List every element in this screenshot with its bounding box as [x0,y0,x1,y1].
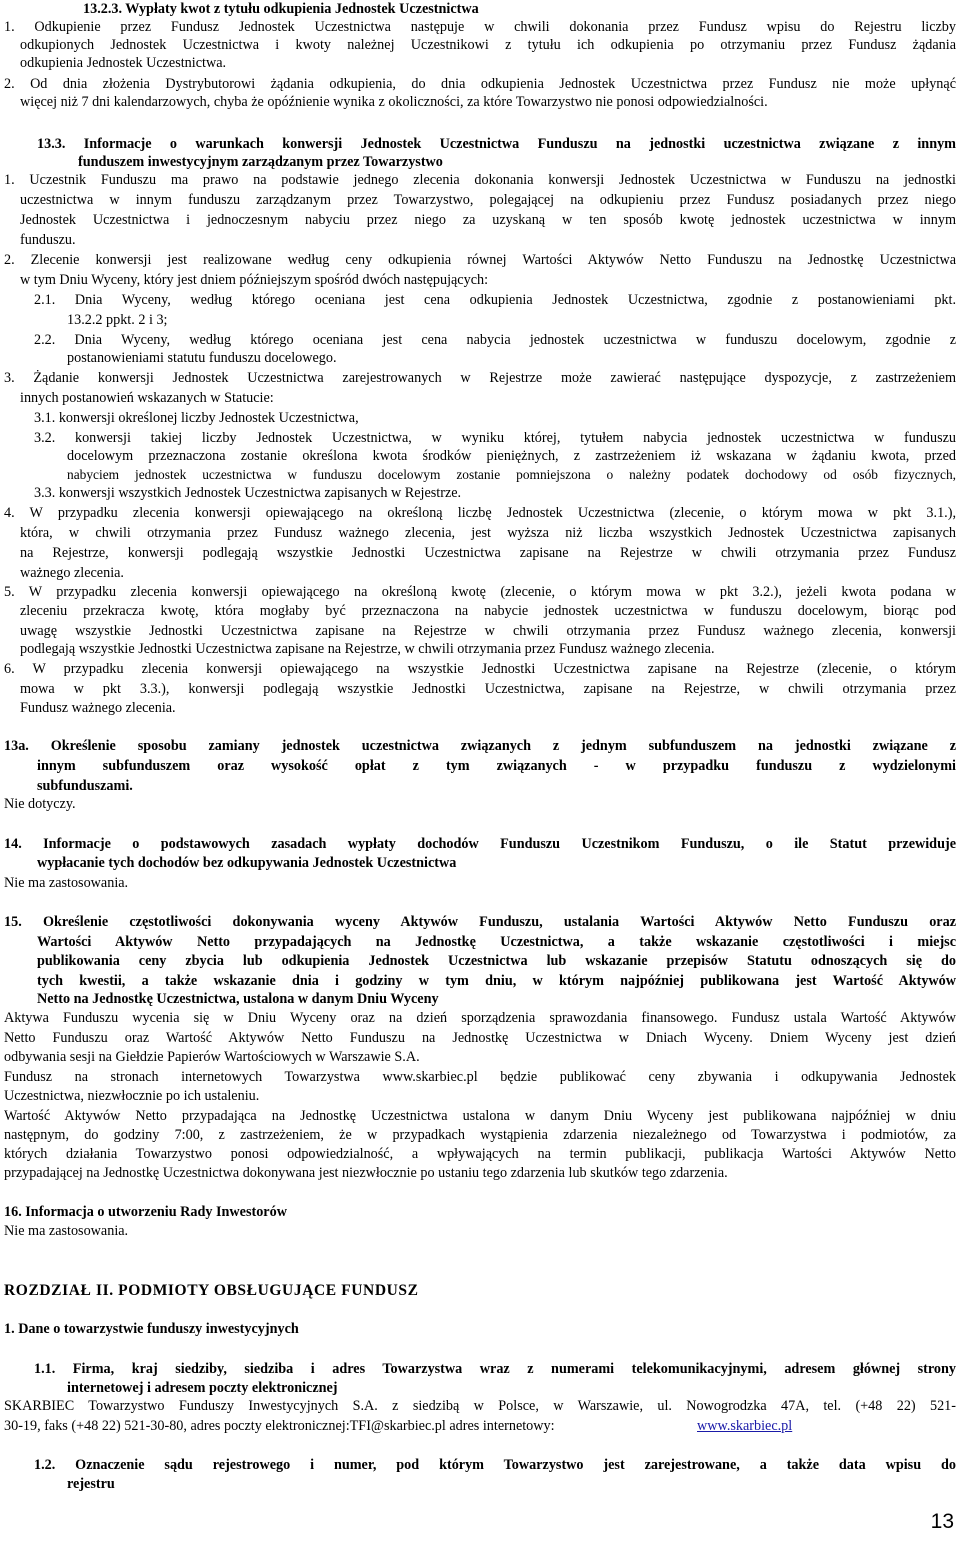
text-line: podlegają wszystkie Jednostki Uczestnictwa zapisane na Rejestrze, w chwili otrzymania przez Fundusz ważnego zlecenia. [20,641,715,657]
text-line: innych postanowień wskazanych w Statucie: [20,390,274,406]
text-line: 1.2. Oznaczenie sądu rejestrowego i numer, pod którym Towarzystwo jest zarejestrowane, a także data wpisu do [34,1457,956,1473]
text-line: 16. Informacja o utworzeniu Rady Inwestorów [4,1204,287,1220]
text-line: funduszu. [20,232,76,248]
text-line: subfunduszami. [37,778,133,794]
text-line: SKARBIEC Towarzystwo Funduszy Inwestycyjnych S.A. z siedzibą w Polsce, w Warszawie, ul. Nowogrodzka 47A, tel. (+48 22) 521- [4,1398,956,1414]
text-line: 3.3. konwersji wszystkich Jednostek Uczestnictwa zapisanych w Rejestrze. [34,485,462,501]
text-line: następnym, do godziny 7:00, z zastrzeżeniem, że w przypadkach wystąpienia zdarzenia niezależnego od Towarzystwa i podmiotów, za [4,1127,956,1143]
text-line: odkupionych Jednostek Uczestnictwa i kwoty należnej Uczestnikowi z tytułu ich odkupienia po otrzymaniu przez Fundusz żądania [20,37,956,53]
text-line: 13.2.2 ppkt. 2 i 3; [67,312,168,328]
text-line: Wartość Aktywów Netto przypadająca na Jednostkę Uczestnictwa ustalona w danym Dniu Wyceny jest publikowana najpóźniej w dniu [4,1108,956,1124]
text-line: docelowym przeznaczona zostanie określona kwota środków pieniężnych, z zastrzeżeniem iż wskazana w żądaniu kwota, przed [67,448,956,464]
text-line: Fundusz na stronach internetowych Towarzystwa www.skarbiec.pl będzie publikować ceny zbywania i odkupywania Jednostek [4,1069,956,1085]
text-line: uczestnictwa w innym funduszu zarządzanym przez Towarzystwo, polegającej na odkupieniu przez Fundusz posiadanych przez niego [20,192,956,208]
text-line: mowa w pkt 3.3.), konwersji podlegają wszystkie Jednostki Uczestnictwa, zapisane na Rejestrze, w chwili otrzymania przez [20,681,956,697]
text-line: 2.1. Dnia Wyceny, według którego oceniana jest cena odkupienia Jednostek Uczestnictwa, zgodnie z postanowieniami pkt. [34,292,956,308]
text-line: 5. W przypadku zlecenia konwersji opiewającego na określoną kwotę (zlecenie, o którym mowa w pkt 3.2.), jeżeli kwota podana w [4,584,956,600]
text-line: 4. W przypadku zlecenia konwersji opiewającego na określoną liczbę Jednostek Uczestnictwa (zlecenie, o którym mowa w pkt 3.1.), [4,505,956,521]
text-line: internetowej i adresem poczty elektronicznej [67,1380,338,1396]
text-line: 3. Żądanie konwersji Jednostek Uczestnictwa zarejestrowanych w Rejestrze może zawierać następujące dyspozycje, z zastrzeżeniem [4,370,956,386]
text-line: tych kwestii, a także wskazanie dnia i godziny w tym dniu, w którym najpóźniej publikowana jest Wartość Aktywów [37,973,956,989]
text-line: uwagę wszystkie Jednostki Uczestnictwa zapisane na Rejestrze w chwili otrzymania przez Fundusz ważnego zlecenia, konwersji [20,623,956,639]
text-line: wypłacanie tych dochodów bez odkupywania Jednostek Uczestnictwa [37,855,457,871]
text-line: Nie ma zastosowania. [4,1223,129,1239]
text-line: których działania Towarzystwo ponosi odpowiedzialność, a wpływających na termin publikacji, publikacja Wartości Aktywów Netto [4,1146,956,1162]
text-line: Netto Funduszu oraz Wartość Aktywów Netto Funduszu na Jednostkę Uczestnictwa w Dniach Wyceny. Dniem Wyceny jest dzień [4,1030,956,1046]
text-line: postanowieniami statutu funduszu docelowego. [67,350,337,366]
text-line: funduszem inwestycyjnym zarządzanym przez Towarzystwo [78,154,443,170]
text-line: więcej niż 7 dni kalendarzowych, chyba że opóźnienie wynika z okoliczności, za które Towarzystwo nie ponosi odpowiedzialności. [20,94,768,110]
text-line: na Rejestrze, konwersji podlegają wszystkie Jednostki Uczestnictwa zapisane na Rejestrze w chwili otrzymania przez Fundusz [20,545,956,561]
text-line: 1.1. Firma, kraj siedziby, siedziba i adres Towarzystwa wraz z numerami telekomunikacyjnymi, adresem głównej strony [34,1361,956,1377]
text-line: 1. Odkupienie przez Fundusz Jednostek Uczestnictwa następuje w chwili dokonania przez Fundusz wpisu do Rejestru liczby [4,19,956,35]
text-line: Fundusz ważnego zlecenia. [20,700,176,716]
text-line: Nie ma zastosowania. [4,875,129,891]
text-line: 30-19, faks (+48 22) 521-30-80, adres poczty elektronicznej:TFI@skarbiec.pl adres internetowy: [4,1418,555,1434]
text-line: Wartości Aktywów Netto przypadających na Jednostkę Uczestnictwa, a także wskazanie częstotliwości i miejsc [37,934,956,950]
text-line: Jednostek Uczestnictwa i jednoczesnym nabyciu przez niego za uzyskaną w ten sposób kwotę jednostek uczestnictwa w innym [20,212,956,228]
text-line: 3.2. konwersji takiej liczby Jednostek Uczestnictwa, w wyniku której, tytułem nabycia jednostek uczestnictwa w funduszu [34,430,956,446]
text-line: nabyciem jednostek uczestnictwa w funduszu docelowym zostanie pomniejszona o należny podatek dochodowy od osób fizycznych, [67,467,956,482]
text-line: ważnego zlecenia. [20,565,124,581]
text-line: innym subfunduszem oraz wysokość opłat z tym związanych - w przypadku funduszu z wydzielonymi [37,758,956,774]
text-line: 2.2. Dnia Wyceny, według którego oceniana jest cena nabycia jednostek uczestnictwa w funduszu docelowym, zgodnie z [34,332,956,348]
text-line: 3.1. konwersji określonej liczby Jednostek Uczestnictwa, [34,410,359,426]
text-line: 13.3. Informacje o warunkach konwersji Jednostek Uczestnictwa Funduszu na jednostki uczestnictwa związane z innym [37,136,956,152]
text-line: publikowania ceny zbycia lub odkupienia Jednostek Uczestnictwa lub wskazanie przepisów Statutu odnoszących się do [37,953,956,969]
text-line: Uczestnictwa, niezwłocznie po ich ustaleniu. [4,1088,260,1104]
text-line: odkupienia Jednostek Uczestnictwa. [20,55,227,71]
text-line: 15. Określenie częstotliwości dokonywania wyceny Aktywów Funduszu, ustalania Wartości Aktywów Netto Funduszu oraz [4,914,956,930]
text-line: 2. Zlecenie konwersji jest realizowane według ceny odkupienia równej Wartości Aktywów Netto Funduszu na Jednostkę Uczestnictwa [4,252,956,268]
text-line: ROZDZIAŁ II. PODMIOTY OBSŁUGUJĄCE FUNDUSZ [4,1282,419,1299]
text-line: 2. Od dnia złożenia Dystrybutorowi żądania odkupienia, do dnia odkupienia Jednostek Uczestnictwa przez Fundusz nie może upłynąć [4,76,956,92]
text-line: rejestru [67,1476,115,1492]
website-link[interactable]: www.skarbiec.pl [697,1418,793,1434]
text-line: 13.2.3. Wypłaty kwot z tytułu odkupienia Jednostek Uczestnictwa [83,1,479,17]
text-line: która, w chwili otrzymania przez Fundusz ważnego zlecenia, jest wyższa niż liczba wszystkich Jednostek Uczestnictwa zapisanych [20,525,956,541]
text-line: odbywania sesji na Giełdzie Papierów Wartościowych w Warszawie S.A. [4,1049,420,1065]
page-number: 13 [930,1510,954,1533]
text-line: 1. Dane o towarzystwie funduszy inwestycyjnych [4,1321,299,1337]
text-line: Nie dotyczy. [4,796,76,812]
text-line: 6. W przypadku zlecenia konwersji opiewającego na wszystkie Jednostki Uczestnictwa zapisane na Rejestrze (zlecenie, o którym [4,661,956,677]
text-line: przypadającej na Jednostkę Uczestnictwa dokonywana jest niezwłocznie po ustaniu tego zdarzenia lub skutków tego zdarzenia. [4,1165,728,1181]
text-line: 14. Informacje o podstawowych zasadach wypłaty dochodów Funduszu Uczestnikom Funduszu, o ile Statut przewiduje [4,836,956,852]
text-line: Netto na Jednostkę Uczestnictwa, ustalona w danym Dniu Wyceny [37,991,439,1007]
text-line: Aktywa Funduszu wycenia się w Dniu Wyceny oraz na dzień sporządzenia sprawozdania finansowego. Fundusz ustala Wartość Aktywów [4,1010,956,1026]
text-line: 1. Uczestnik Funduszu ma prawo na podstawie jednego zlecenia dokonania konwersji Jednostek Uczestnictwa w Funduszu na jednostki [4,172,956,188]
text-line: 13a. Określenie sposobu zamiany jednostek uczestnictwa związanych z jednym subfunduszem na jednostki związane z [4,738,956,754]
text-line: w tym Dniu Wyceny, który jest dniem późniejszym spośród dwóch następujących: [20,272,489,288]
text-line: zleceniu przekracza kwotę, która mogłaby być przeznaczona na nabycie jednostek uczestnictwa w funduszu docelowym, biorąc pod [20,603,956,619]
